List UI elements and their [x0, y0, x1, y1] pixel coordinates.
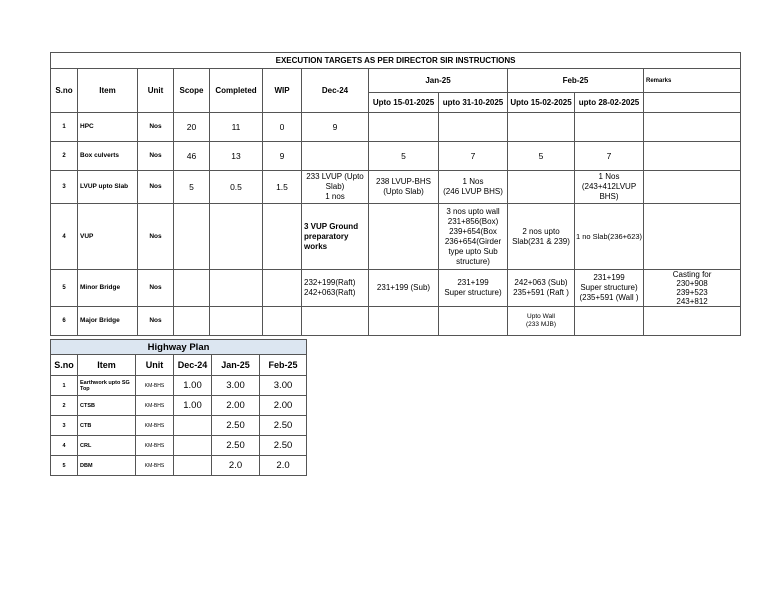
cell-remarks	[644, 113, 741, 142]
cell-sno: 6	[51, 307, 78, 336]
cell-scope: 5	[174, 171, 210, 204]
header-dec24: Dec-24	[302, 69, 369, 113]
cell-completed: 13	[210, 142, 263, 171]
hw-header-jan25: Jan-25	[212, 355, 260, 376]
header-jan25: Jan-25	[369, 69, 508, 93]
hw-cell-dec24: 1.00	[174, 376, 212, 396]
header-wip: WIP	[263, 69, 302, 113]
hw-cell-sno: 1	[51, 376, 78, 396]
cell-jan-b: 231+199 Super structure)	[439, 270, 508, 307]
hw-cell-sno: 4	[51, 436, 78, 456]
cell-feb-a: 242+063 (Sub) 235+591 (Raft )	[508, 270, 575, 307]
cell-dec24: 3 VUP Ground preparatory works	[302, 204, 369, 270]
hw-cell-feb25: 2.50	[260, 416, 307, 436]
cell-wip	[263, 204, 302, 270]
cell-feb-a	[508, 171, 575, 204]
hw-cell-item: CRL	[78, 436, 136, 456]
hw-cell-item: Earthwork upto SG Top	[78, 376, 136, 396]
header-remarks: Remarks	[644, 69, 741, 93]
cell-feb-b: 1 no Slab(236+623)	[575, 204, 644, 270]
cell-unit: Nos	[138, 113, 174, 142]
cell-remarks	[644, 142, 741, 171]
header-unit: Unit	[138, 69, 174, 113]
cell-feb-a: 5	[508, 142, 575, 171]
table-row	[51, 270, 741, 307]
hw-header-sno: S.no	[51, 355, 78, 376]
cell-remarks: Casting for 230+908 239+523 243+812	[644, 270, 741, 307]
execution-title: EXECUTION TARGETS AS PER DIRECTOR SIR INSTRUCTIONS	[51, 53, 741, 69]
cell-remarks	[644, 171, 741, 204]
hw-cell-feb25: 2.00	[260, 396, 307, 416]
cell-dec24: 9	[302, 113, 369, 142]
cell-item: Major Bridge	[78, 307, 138, 336]
cell-item: VUP	[78, 204, 138, 270]
highway-title: Highway Plan	[51, 340, 307, 355]
cell-sno: 2	[51, 142, 78, 171]
cell-wip	[263, 270, 302, 307]
hw-cell-jan25: 2.0	[212, 456, 260, 476]
header-feb25: Feb-25	[508, 69, 644, 93]
cell-dec24	[302, 307, 369, 336]
cell-jan-b: 1 Nos (246 LVUP BHS)	[439, 171, 508, 204]
cell-feb-b: 7	[575, 142, 644, 171]
cell-scope: 20	[174, 113, 210, 142]
header-completed: Completed	[210, 69, 263, 113]
table-row	[51, 142, 741, 171]
cell-completed	[210, 270, 263, 307]
hw-cell-jan25: 2.00	[212, 396, 260, 416]
header-scope: Scope	[174, 69, 210, 113]
cell-unit: Nos	[138, 307, 174, 336]
cell-jan-b	[439, 113, 508, 142]
cell-jan-a	[369, 307, 439, 336]
cell-feb-a: 2 nos upto Slab(231 & 239)	[508, 204, 575, 270]
execution-targets-table	[50, 52, 741, 336]
table-row	[51, 436, 307, 456]
cell-dec24: 233 LVUP (Upto Slab) 1 nos	[302, 171, 369, 204]
cell-jan-a: 238 LVUP-BHS (Upto Slab)	[369, 171, 439, 204]
hw-cell-item: CTB	[78, 416, 136, 436]
cell-scope: 46	[174, 142, 210, 171]
cell-wip: 0	[263, 113, 302, 142]
cell-jan-a	[369, 204, 439, 270]
cell-dec24	[302, 142, 369, 171]
header-remarks-sub	[644, 93, 741, 113]
cell-item: HPC	[78, 113, 138, 142]
hw-cell-item: DBM	[78, 456, 136, 476]
cell-unit: Nos	[138, 142, 174, 171]
cell-remarks	[644, 204, 741, 270]
hw-header-unit: Unit	[136, 355, 174, 376]
cell-jan-a: 5	[369, 142, 439, 171]
header-jan-a: Upto 15-01-2025	[369, 93, 439, 113]
cell-completed	[210, 204, 263, 270]
cell-unit: Nos	[138, 204, 174, 270]
cell-dec24: 232+199(Raft) 242+063(Raft)	[302, 270, 369, 307]
header-sno: S.no	[51, 69, 78, 113]
header-item: Item	[78, 69, 138, 113]
hw-cell-dec24	[174, 456, 212, 476]
cell-jan-a: 231+199 (Sub)	[369, 270, 439, 307]
hw-cell-jan25: 3.00	[212, 376, 260, 396]
table-row	[51, 113, 741, 142]
cell-item: Minor Bridge	[78, 270, 138, 307]
hw-cell-dec24: 1.00	[174, 396, 212, 416]
table-row	[51, 204, 741, 270]
cell-scope	[174, 204, 210, 270]
cell-scope	[174, 307, 210, 336]
cell-item: Box culverts	[78, 142, 138, 171]
header-feb-b: upto 28-02-2025	[575, 93, 644, 113]
hw-cell-sno: 3	[51, 416, 78, 436]
hw-cell-unit: KM-BHS	[136, 456, 174, 476]
cell-unit: Nos	[138, 171, 174, 204]
cell-sno: 1	[51, 113, 78, 142]
cell-jan-b: 7	[439, 142, 508, 171]
hw-cell-sno: 5	[51, 456, 78, 476]
hw-header-dec24: Dec-24	[174, 355, 212, 376]
hw-cell-dec24	[174, 416, 212, 436]
cell-jan-b	[439, 307, 508, 336]
cell-feb-b	[575, 113, 644, 142]
hw-cell-unit: KM-BHS	[136, 436, 174, 456]
table-row	[51, 396, 307, 416]
hw-header-feb25: Feb-25	[260, 355, 307, 376]
cell-remarks	[644, 307, 741, 336]
cell-feb-b	[575, 307, 644, 336]
hw-cell-feb25: 2.50	[260, 436, 307, 456]
header-feb-a: Upto 15-02-2025	[508, 93, 575, 113]
cell-feb-b: 1 Nos (243+412LVUP BHS)	[575, 171, 644, 204]
cell-completed: 11	[210, 113, 263, 142]
cell-feb-a: Upto Wall (233 MJB)	[508, 307, 575, 336]
table-row	[51, 307, 741, 336]
cell-completed	[210, 307, 263, 336]
cell-jan-a	[369, 113, 439, 142]
cell-wip	[263, 307, 302, 336]
table-row	[51, 376, 307, 396]
hw-cell-item: CTSB	[78, 396, 136, 416]
cell-sno: 5	[51, 270, 78, 307]
cell-unit: Nos	[138, 270, 174, 307]
cell-jan-b: 3 nos upto wall 231+856(Box) 239+654(Box 236+654(Girder type upto Sub structure)	[439, 204, 508, 270]
hw-cell-feb25: 3.00	[260, 376, 307, 396]
cell-scope	[174, 270, 210, 307]
table-row	[51, 171, 741, 204]
hw-cell-jan25: 2.50	[212, 416, 260, 436]
hw-cell-dec24	[174, 436, 212, 456]
hw-cell-jan25: 2.50	[212, 436, 260, 456]
cell-completed: 0.5	[210, 171, 263, 204]
highway-plan-table	[50, 339, 307, 476]
cell-feb-b: 231+199 Super structure) (235+591 (Wall )	[575, 270, 644, 307]
hw-cell-feb25: 2.0	[260, 456, 307, 476]
cell-sno: 4	[51, 204, 78, 270]
cell-wip: 9	[263, 142, 302, 171]
cell-item: LVUP upto Slab	[78, 171, 138, 204]
table-row	[51, 456, 307, 476]
hw-cell-unit: KM-BHS	[136, 396, 174, 416]
table-row	[51, 416, 307, 436]
hw-header-item: Item	[78, 355, 136, 376]
hw-cell-unit: KM-BHS	[136, 376, 174, 396]
cell-feb-a	[508, 113, 575, 142]
hw-cell-sno: 2	[51, 396, 78, 416]
cell-wip: 1.5	[263, 171, 302, 204]
hw-cell-unit: KM-BHS	[136, 416, 174, 436]
header-jan-b: upto 31-10-2025	[439, 93, 508, 113]
cell-sno: 3	[51, 171, 78, 204]
